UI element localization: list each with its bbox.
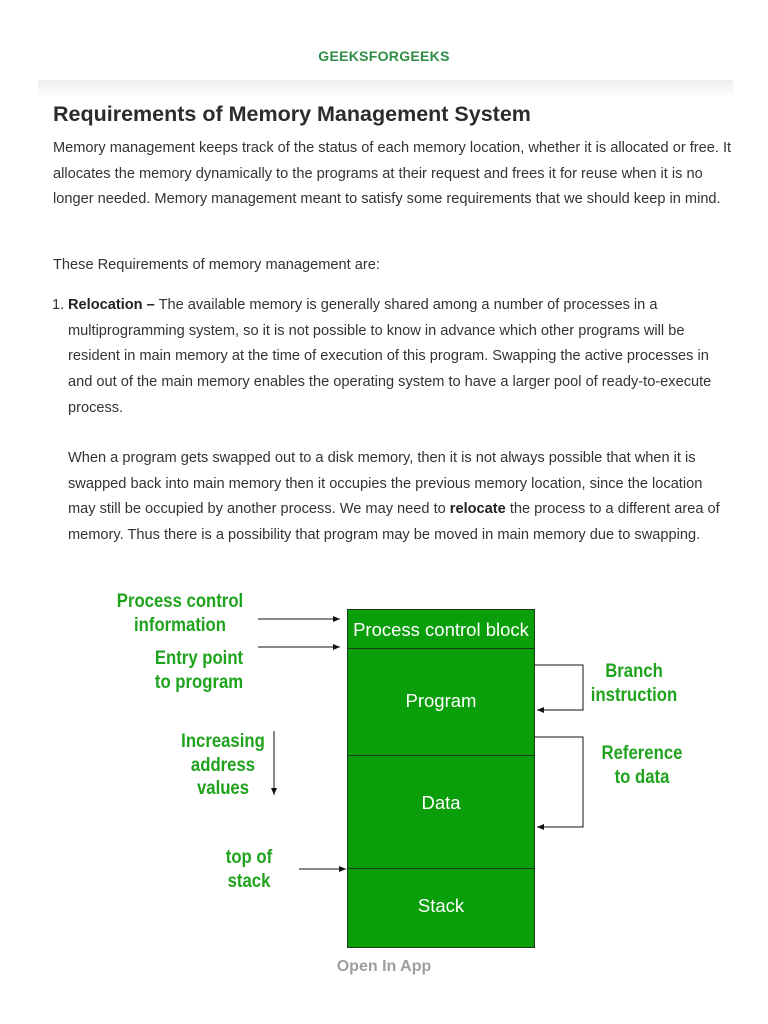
list-item-relocation (68, 293, 728, 422)
process-control-block-label: Process control block (353, 619, 529, 640)
relocation-para2-start: When a program gets swapped out to a disk memory, then it is not always possible that when it is swapped back into main memory then it occupies the previous memory location, since the location may still be occupied by another process. We may need to (68, 450, 703, 518)
article-title: Requirements of Memory Management System (53, 102, 531, 126)
process-control-info-text: Process control information (116, 591, 244, 636)
branch-instruction-text: Branch instruction (590, 661, 678, 706)
diagram-arrows (0, 585, 768, 955)
open-in-app-button[interactable]: Open In App (336, 958, 432, 975)
relocation-text: The available memory is generally shared among a number of processes in a multiprogramming system, so it is not possible to know in advance which other programs will be resident in main memory at the time of execution of this program. Swapping the active processes in and out of the main memory enables the operating system to have a larger pool of ready-to-execute process. (68, 297, 712, 416)
entry-point-text: Entry point to program (154, 648, 244, 693)
data-block-label: Data (421, 792, 461, 813)
list-number: 1. (52, 297, 65, 313)
relocation-para2-end: the process to a different area of memory. Thus there is a possibility that program may be moved in main memory due to swapping. (68, 501, 720, 544)
branch-instruction-arrow (535, 665, 583, 710)
increasing-address-text: Increasing address values (181, 731, 265, 799)
site-logo-link[interactable]: GEEKSFORGEEKS (318, 48, 450, 64)
reference-to-data-arrow (535, 737, 583, 827)
relocation-paragraph-2 (68, 446, 728, 549)
top-of-stack-text: top of stack (225, 847, 273, 892)
memory-layout-diagram (0, 585, 768, 955)
relocation-term: Relocation – (68, 297, 155, 313)
relocate-term: relocate (449, 501, 506, 518)
program-block-label: Program (405, 690, 477, 711)
stack-block-label: Stack (417, 895, 465, 916)
reference-to-data-text: Reference to data (601, 743, 683, 788)
intro-paragraph: Memory management keeps track of the status of each memory location, whether it is allocated or free. It allocates the memory dynamically to the programs at their request and frees it for reuse when it is no longer needed. Memory management meant to satisfy some requirements that we should keep in mind. (53, 140, 732, 208)
requirements-intro: These Requirements of memory management are: (53, 257, 380, 273)
